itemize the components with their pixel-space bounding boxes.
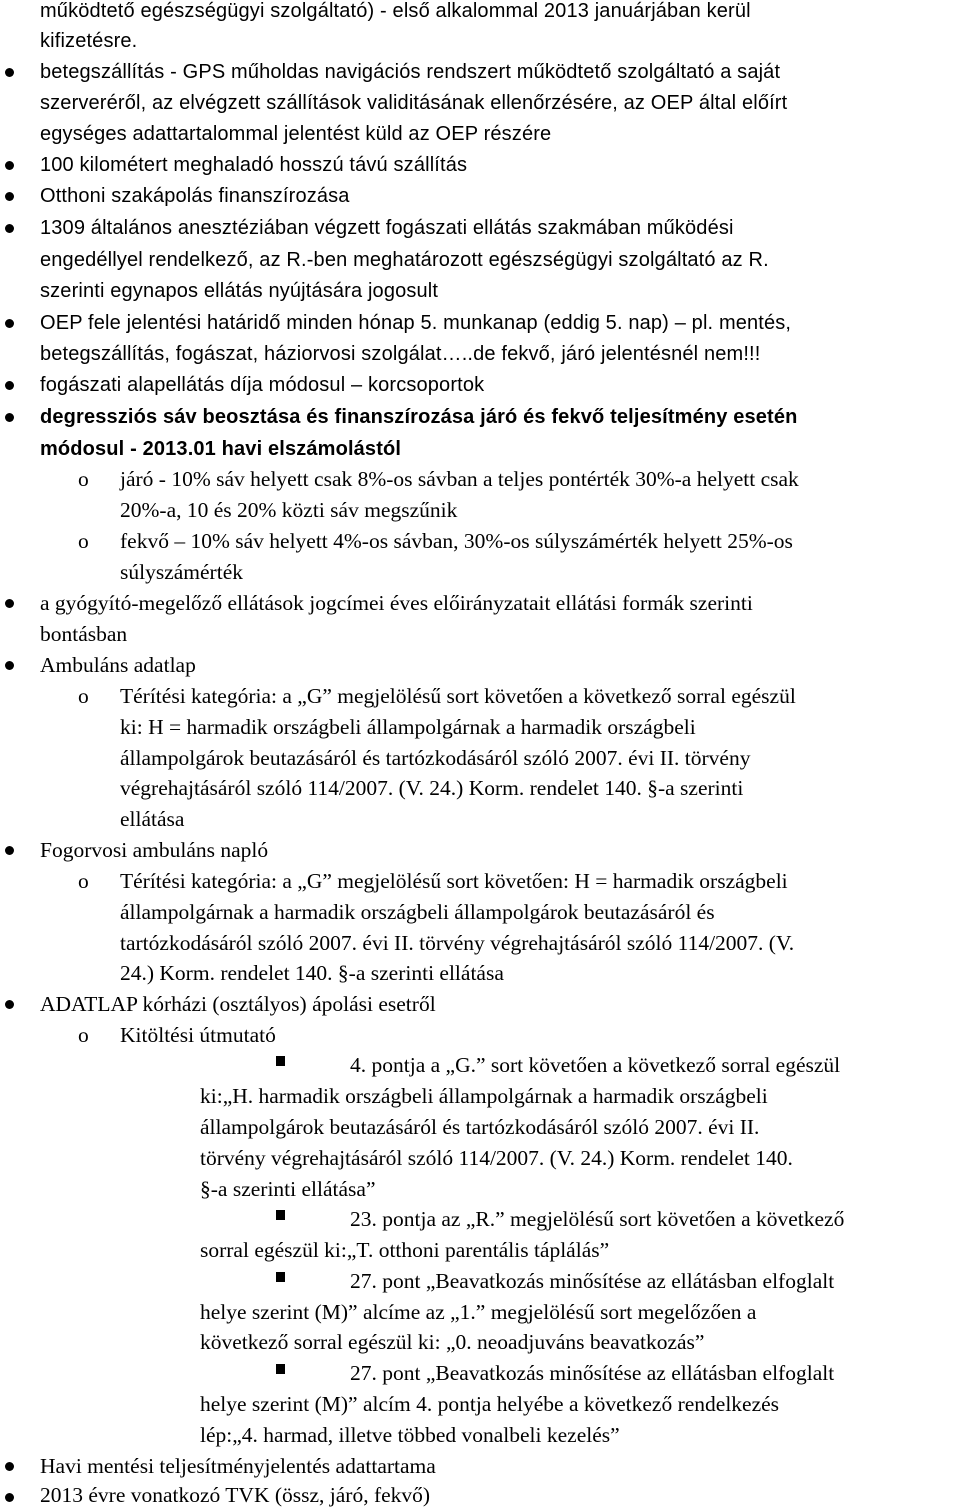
text-line: 1309 általános anesztéziában végzett fogászati ellátás szakmában működési	[40, 217, 734, 239]
text-line: fekvő – 10% sáv helyett 4%-os sávban, 30%-os súlyszámérték helyett 25%-os	[120, 529, 793, 553]
text-line: betegszállítás, fogászat, háziorvosi szolgálat…..de fekvő, járó jelentésnél nem!!!	[40, 343, 761, 365]
square-bullet	[276, 1272, 285, 1282]
text-line: Térítési kategória: a „G” megjelölésű sort követően: H = harmadik országbeli	[120, 869, 788, 893]
text-line: állampolgárok beutazásáról és tartózkodásáról szóló 2007. évi II.	[200, 1115, 760, 1139]
text-line: bontásban	[40, 622, 128, 646]
text-line: szerveréről, az elvégzett szállítások validitásának ellenőrzésére, az OEP által előírt	[40, 92, 788, 114]
sub-bullet-o: o	[78, 1023, 89, 1047]
text-line: Havi mentési teljesítményjelentés adattartama	[40, 1454, 436, 1478]
text-line: Otthoni szakápolás finanszírozása	[40, 185, 350, 207]
square-bullet	[276, 1210, 285, 1220]
text-line: 100 kilométert meghaladó hosszú távú szállítás	[40, 154, 468, 176]
text-line: fogászati alapellátás díja módosul – korcsoportok	[40, 374, 485, 396]
text-line: 27. pont „Beavatkozás minősítése az ellátásban elfoglalt	[350, 1269, 835, 1293]
text-line: 20%-a, 10 és 20% közti sáv megszűnik	[120, 498, 458, 522]
bullet-dot	[5, 1000, 14, 1009]
text-line: ki:„H. harmadik országbeli állampolgárnak a harmadik országbeli	[200, 1084, 768, 1108]
text-line: egységes adattartalommal jelentést küld az OEP részére	[40, 123, 552, 145]
text-line: Térítési kategória: a „G” megjelölésű sort követően a következő sorral egészül	[120, 684, 796, 708]
text-line: ki: H = harmadik országbeli állampolgárnak a harmadik országbeli	[120, 715, 696, 739]
sub-bullet-o: o	[78, 467, 89, 491]
text-line: módosul - 2013.01 havi elszámolástól	[40, 438, 402, 460]
text-line: OEP fele jelentési határidő minden hónap 5. munkanap (eddig 5. nap) – pl. mentés,	[40, 312, 792, 334]
text-line: 23. pontja az „R.” megjelölésű sort követően a következő	[350, 1207, 845, 1231]
text-line: súlyszámérték	[120, 560, 243, 584]
text-line: Ambuláns adatlap	[40, 653, 196, 677]
text-line: járó - 10% sáv helyett csak 8%-os sávban a teljes pontérték 30%-a helyett csak	[120, 467, 799, 491]
text-line: végrehajtásáról szóló 114/2007. (V. 24.) Korm. rendelet 140. §-a szerinti	[120, 776, 744, 800]
text-line: törvény végrehajtásáról szóló 114/2007. (V. 24.) Korm. rendelet 140.	[200, 1146, 793, 1170]
text-line: §-a szerinti ellátása”	[200, 1177, 376, 1201]
text-line: lép:„4. harmad, illetve többed vonalbeli kezelés”	[200, 1423, 620, 1447]
bullet-dot	[5, 224, 14, 233]
text-line: ADATLAP kórházi (osztályos) ápolási esetről	[40, 992, 436, 1016]
text-line: degressziós sáv beosztása és finanszírozása járó és fekvő teljesítmény esetén	[40, 406, 798, 428]
text-line: helye szerint (M)” alcíme az „1.” megjelölésű sort megelőzően a	[200, 1300, 757, 1324]
text-line: 24.) Korm. rendelet 140. §-a szerinti ellátása	[120, 961, 504, 985]
text-line: állampolgárnak a harmadik országbeli állampolgárok beutazásáról és	[120, 900, 715, 924]
square-bullet	[276, 1056, 285, 1066]
square-bullet	[276, 1364, 285, 1374]
text-line: sorral egészül ki:„T. otthoni parentális táplálás”	[200, 1238, 610, 1262]
text-line: ellátása	[120, 807, 185, 831]
sub-bullet-o: o	[78, 684, 89, 708]
sub-bullet-o: o	[78, 529, 89, 553]
text-line: a gyógyító-megelőző ellátások jogcímei éves előirányzatait ellátási formák szerinti	[40, 591, 753, 615]
text-line: 27. pont „Beavatkozás minősítése az ellátásban elfoglalt	[350, 1361, 835, 1385]
bullet-dot	[5, 381, 14, 390]
bullet-dot	[5, 661, 14, 670]
text-line: 4. pontja a „G.” sort követően a következő sorral egészül	[350, 1053, 841, 1077]
text-line: 2013 évre vonatkozó TVK (össz, járó, fekvő)	[40, 1483, 431, 1507]
text-line: engedéllyel rendelkező, az R.-ben meghatározott egészségügyi szolgáltató az R.	[40, 249, 769, 271]
bullet-dot	[5, 1462, 14, 1471]
text-line: állampolgárok beutazásáról és tartózkodásáról szóló 2007. évi II. törvény	[120, 746, 751, 770]
text-line: helye szerint (M)” alcím 4. pontja helyébe a következő rendelkezés	[200, 1392, 780, 1416]
bullet-dot	[5, 68, 14, 77]
bullet-dot	[5, 846, 14, 855]
bullet-dot	[5, 599, 14, 608]
text-line: Fogorvosi ambuláns napló	[40, 838, 269, 862]
bullet-dot	[5, 192, 14, 201]
text-line: tartózkodásáról szóló 2007. évi II. törvény végrehajtásáról szóló 114/2007. (V.	[120, 931, 795, 955]
text-line: következő sorral egészül ki: „0. neoadjuváns beavatkozás”	[200, 1330, 705, 1354]
text-line: Kitöltési útmutató	[120, 1023, 276, 1047]
sub-bullet-o: o	[78, 869, 89, 893]
bullet-dot	[5, 161, 14, 170]
text-line: szerinti egynapos ellátás nyújtására jogosult	[40, 280, 439, 302]
bullet-dot	[5, 1493, 14, 1502]
bullet-dot	[5, 319, 14, 328]
text-line: betegszállítás - GPS műholdas navigációs rendszert működtető szolgáltató a saját	[40, 61, 781, 83]
text-line: működtető egészségügyi szolgáltató) - első alkalommal 2013 januárjában kerül	[40, 0, 751, 22]
text-line: kifizetésre.	[40, 30, 138, 52]
bullet-dot	[5, 413, 14, 422]
